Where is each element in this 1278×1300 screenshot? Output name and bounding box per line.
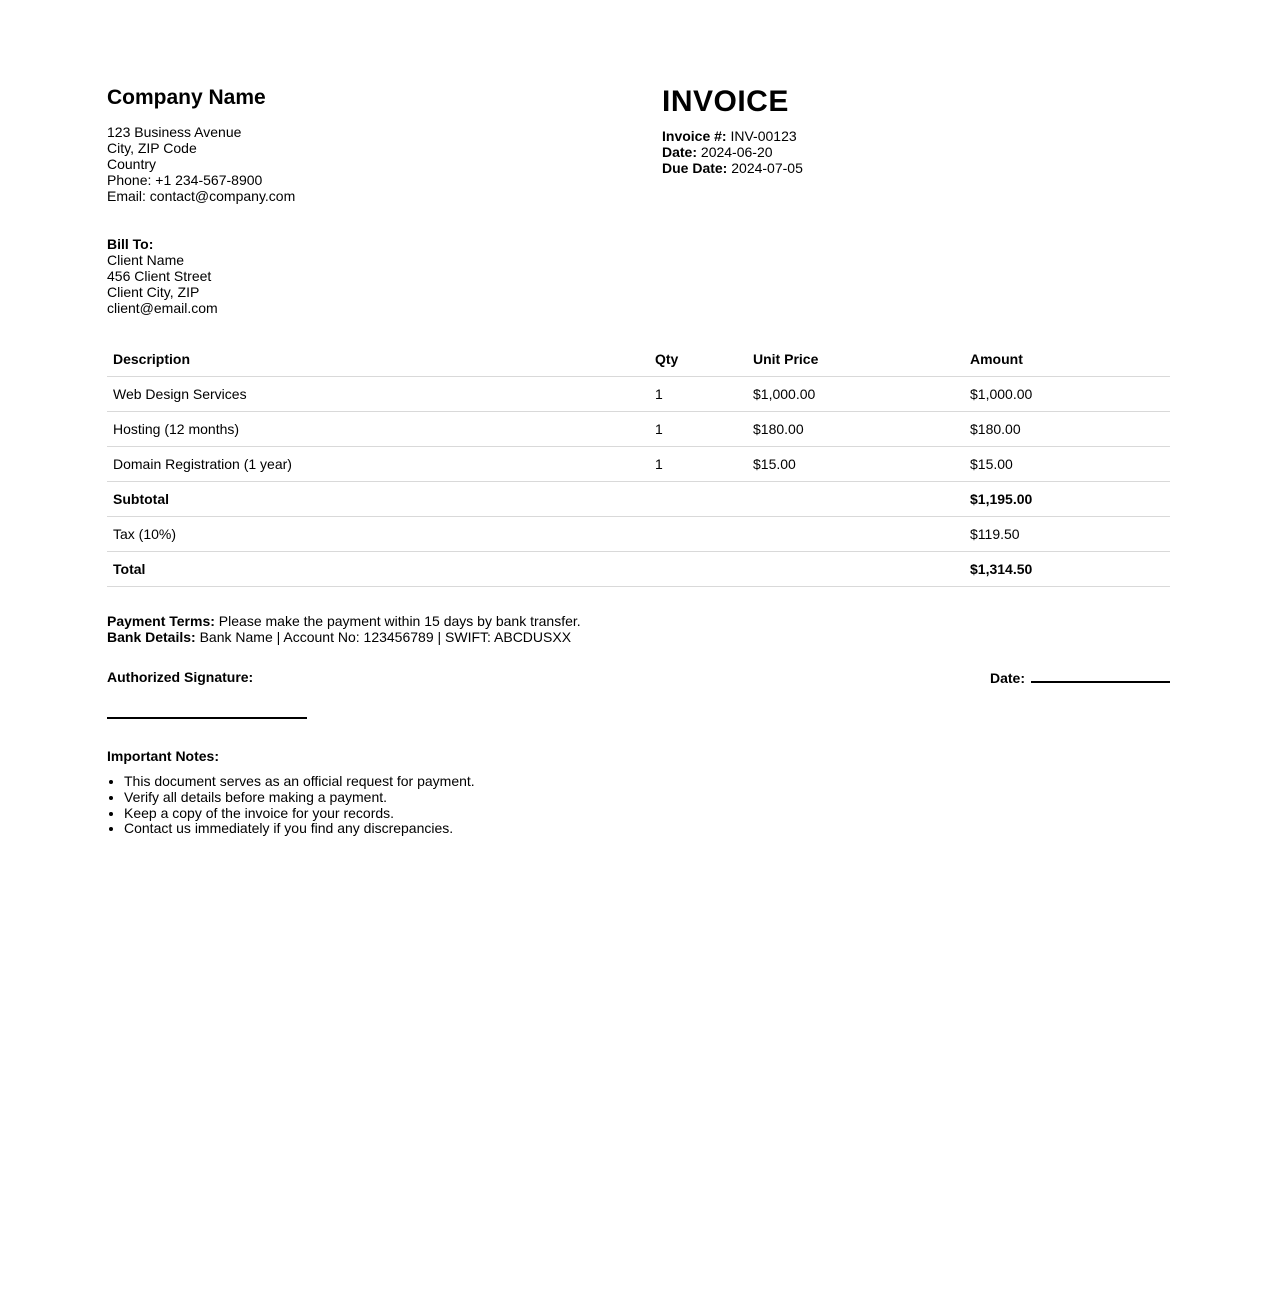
date-field-label: Date: (989, 670, 1025, 687)
list-item: • Keep a copy of the invoice for your records. (124, 806, 1170, 822)
invoice-number-value: INV-00123 (730, 127, 797, 144)
item-qty: 1 (649, 412, 747, 447)
company-name: Company Name (107, 86, 266, 109)
bank-details-label: Bank Details: (107, 629, 196, 646)
table-header-row (107, 342, 1170, 377)
header-unit-price: Unit Price (747, 342, 964, 377)
total-row (107, 552, 1170, 587)
payment-terms-text: Please make the payment within 15 days by bank transfer. (218, 613, 581, 630)
list-item: • Contact us immediately if you find any discrepancies. (124, 821, 1170, 837)
list-item: • Verify all details before making a payment. (124, 790, 1170, 806)
date-fill-line (1031, 669, 1170, 683)
invoice-meta-block (662, 86, 1170, 316)
tax-value: $119.50 (964, 517, 1170, 552)
notes-list (107, 774, 1170, 837)
invoice-date-value: 2024-06-20 (700, 143, 773, 160)
company-block (107, 86, 662, 316)
invoice-due-date-value: 2024-07-05 (731, 160, 803, 177)
bill-to-block (107, 236, 662, 316)
invoice-meta (662, 128, 1170, 177)
item-qty: 1 (649, 377, 747, 412)
header-qty: Qty (649, 342, 747, 377)
bill-to-line: 456 Client Street (107, 268, 212, 285)
date-field (990, 669, 1170, 686)
company-phone: Phone: +1 234-567-8900 (107, 172, 263, 189)
item-description: Web Design Services (107, 377, 649, 412)
item-description: Domain Registration (1 year) (107, 447, 649, 482)
tax-row (107, 517, 1170, 552)
header-description: Description (107, 342, 649, 377)
bank-details-row (107, 629, 1170, 645)
table-row (107, 377, 1170, 412)
header-amount: Amount (964, 342, 1170, 377)
invoice-due-date-row (662, 160, 1170, 176)
table-row (107, 447, 1170, 482)
list-item: • This document serves as an official request for payment. (124, 774, 1170, 790)
bill-to-label: Bill To: (107, 236, 154, 253)
company-email: Email: contact@company.com (107, 188, 296, 205)
item-description: Hosting (12 months) (107, 412, 649, 447)
item-amount: $1,000.00 (964, 377, 1170, 412)
subtotal-label: Subtotal (107, 482, 964, 517)
table-header (107, 342, 1170, 377)
invoice-header (107, 86, 1170, 316)
total-value: $1,314.50 (964, 552, 1170, 587)
payment-terms-label: Payment Terms: (107, 613, 215, 630)
company-address (107, 124, 662, 204)
item-unit-price: $180.00 (747, 412, 964, 447)
signature-row (107, 669, 1170, 686)
company-address-line: 123 Business Avenue (107, 124, 242, 141)
subtotal-row (107, 482, 1170, 517)
invoice-date-row (662, 144, 1170, 160)
invoice-number-row (662, 128, 1170, 144)
item-amount: $180.00 (964, 412, 1170, 447)
signature-fill-line (107, 717, 307, 719)
bill-to-line: Client Name (107, 252, 185, 269)
bank-details-text: Bank Name | Account No: 123456789 | SWIFT: ABCDUSXX (199, 629, 572, 646)
invoice-date-label: Date: (662, 143, 698, 160)
authorized-signature-label: Authorized Signature: (107, 669, 254, 686)
item-amount: $15.00 (964, 447, 1170, 482)
notes-title: Important Notes: (107, 748, 219, 765)
company-address-line: City, ZIP Code (107, 140, 197, 157)
notes-section (107, 748, 1170, 837)
invoice-number-label: Invoice #: (662, 127, 727, 144)
payment-terms-row (107, 613, 1170, 629)
item-qty: 1 (649, 447, 747, 482)
item-unit-price: $1,000.00 (747, 377, 964, 412)
line-items-table (107, 342, 1170, 587)
bill-to-line: Client City, ZIP (107, 284, 200, 301)
table-row (107, 412, 1170, 447)
subtotal-value: $1,195.00 (964, 482, 1170, 517)
invoice-title: INVOICE (662, 85, 789, 118)
total-label: Total (107, 552, 964, 587)
tax-label: Tax (10%) (107, 517, 964, 552)
company-address-line: Country (107, 156, 157, 173)
item-unit-price: $15.00 (747, 447, 964, 482)
invoice-due-date-label: Due Date: (662, 160, 728, 177)
bill-to-email: client@email.com (107, 300, 218, 317)
payment-info (107, 613, 1170, 645)
